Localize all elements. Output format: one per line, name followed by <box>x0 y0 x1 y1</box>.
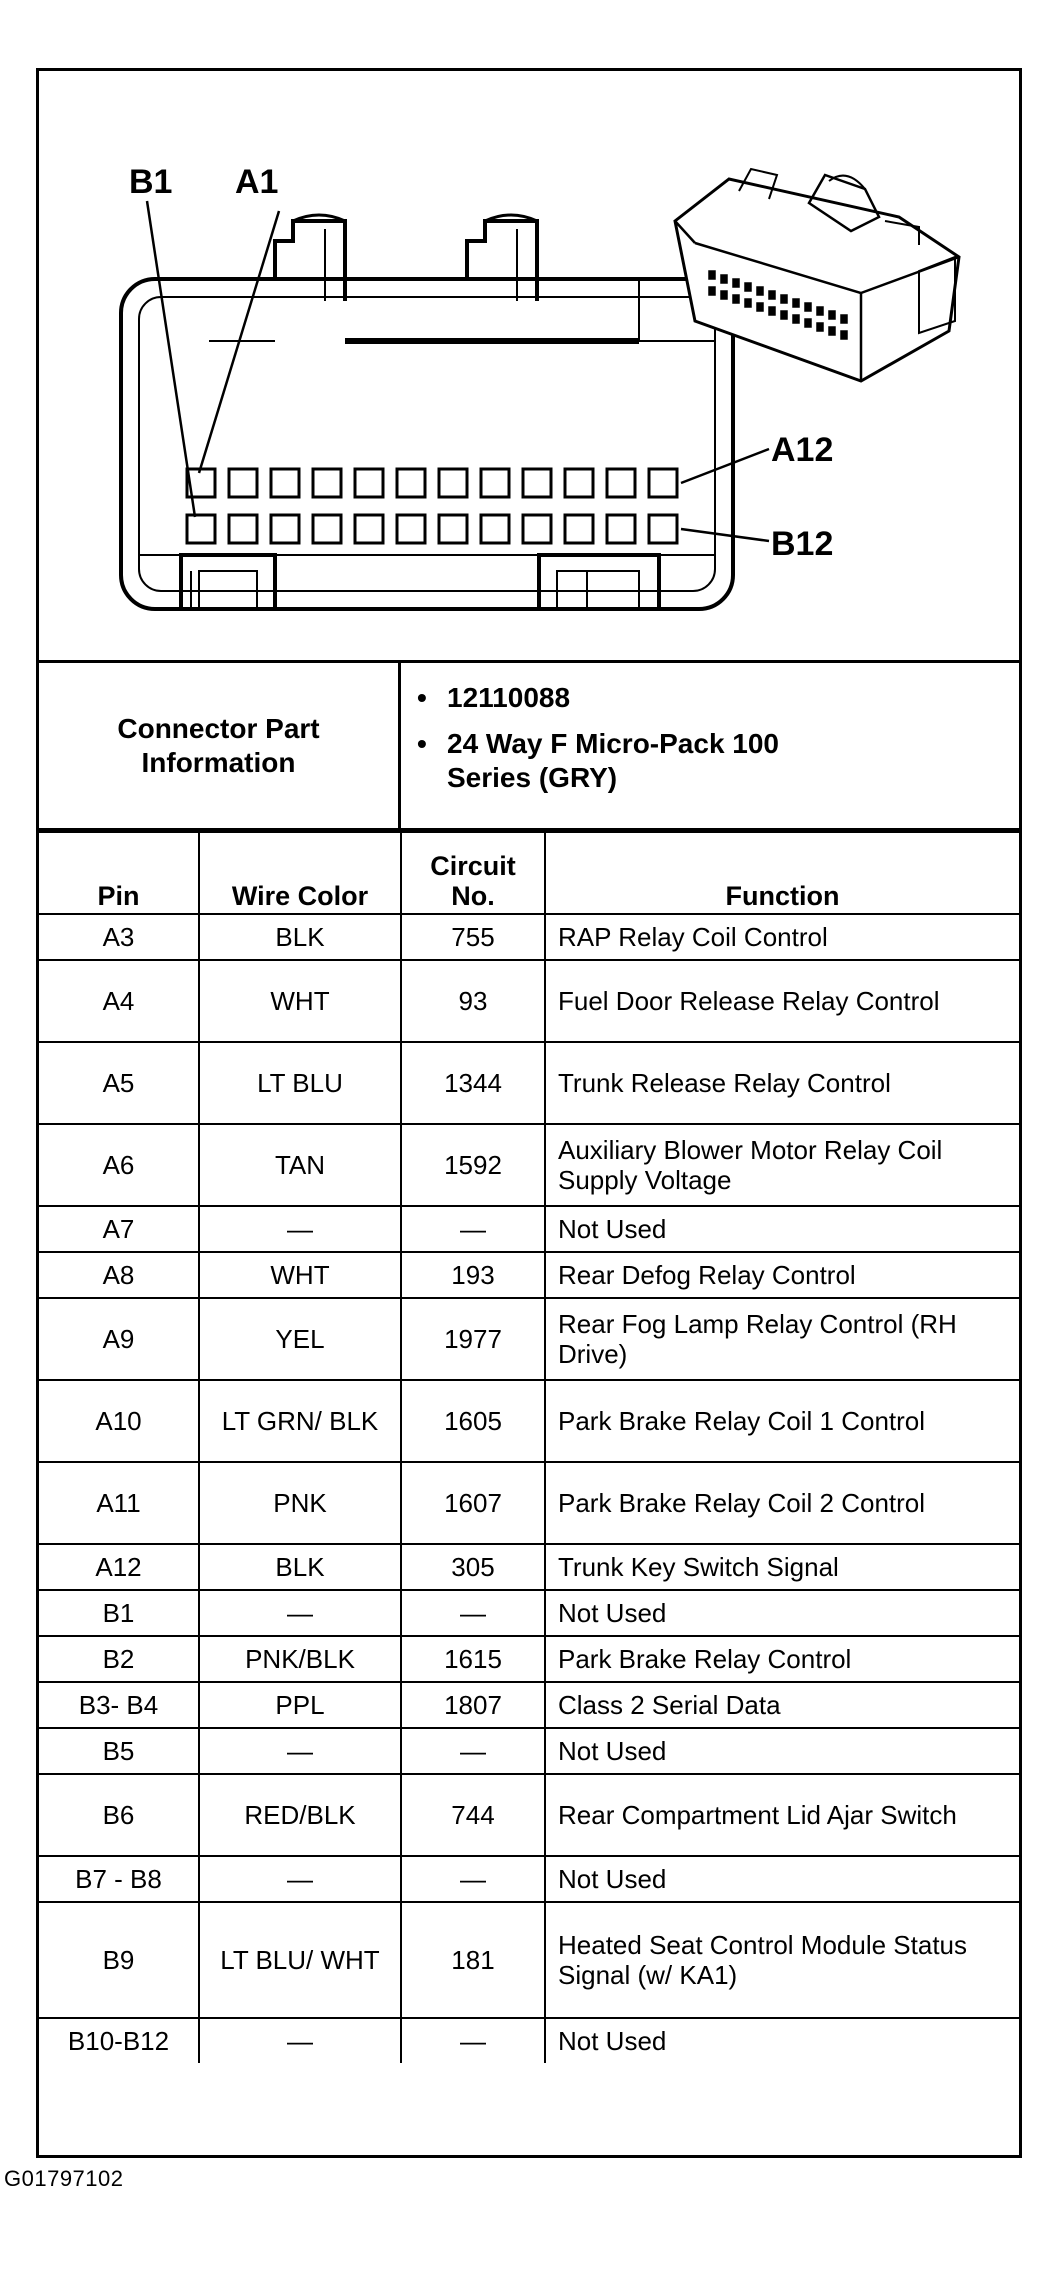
circuit-cell: — <box>401 1728 545 1774</box>
function-cell: Heated Seat Control Module Status Signal (w/ KA1) <box>545 1902 1019 2018</box>
wire-color-cell: WHT <box>199 960 401 1042</box>
connector-part-information <box>39 663 1019 831</box>
circuit-cell: 744 <box>401 1774 545 1856</box>
figure-id: G01797102 <box>4 2166 124 2191</box>
connector-info-list <box>417 681 867 807</box>
wire-color-cell: YEL <box>199 1298 401 1380</box>
table-row <box>39 1380 1019 1462</box>
circuit-cell: 1592 <box>401 1124 545 1206</box>
function-cell: Rear Compartment Lid Ajar Switch <box>545 1774 1019 1856</box>
table-row <box>39 1252 1019 1298</box>
wire-color-cell: TAN <box>199 1124 401 1206</box>
circuit-cell: 1977 <box>401 1298 545 1380</box>
pin-cavities-row-b <box>187 515 677 543</box>
function-cell: Park Brake Relay Coil 2 Control <box>545 1462 1019 1544</box>
circuit-cell: 181 <box>401 1902 545 2018</box>
connector-sheet <box>36 68 1022 2158</box>
table-row <box>39 1728 1019 1774</box>
function-cell: Not Used <box>545 2018 1019 2063</box>
pin-cell: A8 <box>39 1252 199 1298</box>
circuit-cell: 755 <box>401 914 545 960</box>
circuit-cell: — <box>401 1590 545 1636</box>
pin-cell: B3- B4 <box>39 1682 199 1728</box>
wire-color-cell: LT BLU/ WHT <box>199 1902 401 2018</box>
table-header-row <box>39 832 1019 914</box>
table-row <box>39 1298 1019 1380</box>
table-row <box>39 2018 1019 2063</box>
function-cell: Not Used <box>545 1856 1019 1902</box>
connector-isometric-illustration <box>675 169 959 381</box>
function-cell: Not Used <box>545 1728 1019 1774</box>
table-row <box>39 960 1019 1042</box>
pin-cell: A12 <box>39 1544 199 1590</box>
circuit-cell: — <box>401 2018 545 2063</box>
pin-cell: A9 <box>39 1298 199 1380</box>
function-cell: Not Used <box>545 1590 1019 1636</box>
table-row <box>39 1544 1019 1590</box>
pin-cell: A4 <box>39 960 199 1042</box>
header-circuit-no: Circuit No. <box>401 832 545 914</box>
label-b1: B1 <box>129 163 173 201</box>
table-row <box>39 1124 1019 1206</box>
wire-color-cell: PPL <box>199 1682 401 1728</box>
function-cell: Auxiliary Blower Motor Relay Coil Supply Voltage <box>545 1124 1019 1206</box>
wire-color-cell: RED/BLK <box>199 1774 401 1856</box>
pin-cell: A11 <box>39 1462 199 1544</box>
pin-cell: A6 <box>39 1124 199 1206</box>
circuit-cell: — <box>401 1206 545 1252</box>
pin-cell: B5 <box>39 1728 199 1774</box>
pin-cell: B2 <box>39 1636 199 1682</box>
table-row <box>39 1462 1019 1544</box>
pin-function-table <box>39 831 1019 2063</box>
pin-cell: B7 - B8 <box>39 1856 199 1902</box>
label-a12: A12 <box>771 431 834 469</box>
function-cell: Fuel Door Release Relay Control <box>545 960 1019 1042</box>
connector-diagram-panel <box>39 71 1019 663</box>
table-row <box>39 1636 1019 1682</box>
pin-cell: A7 <box>39 1206 199 1252</box>
wire-color-cell: — <box>199 1856 401 1902</box>
circuit-cell: 1607 <box>401 1462 545 1544</box>
circuit-cell: 93 <box>401 960 545 1042</box>
circuit-cell: 193 <box>401 1252 545 1298</box>
circuit-cell: 1344 <box>401 1042 545 1124</box>
wire-color-cell: LT BLU <box>199 1042 401 1124</box>
table-row <box>39 1774 1019 1856</box>
wire-color-cell: PNK/BLK <box>199 1636 401 1682</box>
table-row <box>39 1902 1019 2018</box>
wire-color-cell: — <box>199 1728 401 1774</box>
connector-body <box>121 215 733 609</box>
pin-cell: B10-B12 <box>39 2018 199 2063</box>
wire-color-cell: — <box>199 2018 401 2063</box>
circuit-cell: — <box>401 1856 545 1902</box>
pin-cell: B1 <box>39 1590 199 1636</box>
function-cell: Rear Defog Relay Control <box>545 1252 1019 1298</box>
wire-color-cell: PNK <box>199 1462 401 1544</box>
pin-cell: B9 <box>39 1902 199 2018</box>
wire-color-cell: — <box>199 1590 401 1636</box>
circuit-cell: 1807 <box>401 1682 545 1728</box>
circuit-cell: 1605 <box>401 1380 545 1462</box>
header-pin: Pin <box>39 832 199 914</box>
function-cell: Park Brake Relay Coil 1 Control <box>545 1380 1019 1462</box>
table-row <box>39 1590 1019 1636</box>
pin-cell: A5 <box>39 1042 199 1124</box>
label-a1: A1 <box>235 163 279 201</box>
table-row <box>39 1856 1019 1902</box>
pin-cell: A3 <box>39 914 199 960</box>
function-cell: Rear Fog Lamp Relay Control (RH Drive) <box>545 1298 1019 1380</box>
pin-cell: A10 <box>39 1380 199 1462</box>
pin-cavities-row-a <box>187 469 677 497</box>
wire-color-cell: WHT <box>199 1252 401 1298</box>
table-row <box>39 914 1019 960</box>
function-cell: Not Used <box>545 1206 1019 1252</box>
table-row <box>39 1042 1019 1124</box>
table-row <box>39 1682 1019 1728</box>
function-cell: Trunk Key Switch Signal <box>545 1544 1019 1590</box>
label-b12: B12 <box>771 525 834 563</box>
connector-description: • 24 Way F Micro-Pack 100 Series (GRY) <box>417 727 867 795</box>
circuit-cell: 305 <box>401 1544 545 1590</box>
circuit-cell: 1615 <box>401 1636 545 1682</box>
function-cell: Trunk Release Relay Control <box>545 1042 1019 1124</box>
function-cell: Park Brake Relay Control <box>545 1636 1019 1682</box>
wire-color-cell: BLK <box>199 1544 401 1590</box>
wire-color-cell: — <box>199 1206 401 1252</box>
header-wire-color: Wire Color <box>199 832 401 914</box>
function-cell: RAP Relay Coil Control <box>545 914 1019 960</box>
connector-info-label: Connector Part Information <box>39 663 401 828</box>
wire-color-cell: LT GRN/ BLK <box>199 1380 401 1462</box>
function-cell: Class 2 Serial Data <box>545 1682 1019 1728</box>
part-number: • 12110088 <box>417 681 867 715</box>
connector-face-diagram <box>39 71 1019 661</box>
pin-cell: B6 <box>39 1774 199 1856</box>
header-function: Function <box>545 832 1019 914</box>
wire-color-cell: BLK <box>199 914 401 960</box>
table-row <box>39 1206 1019 1252</box>
